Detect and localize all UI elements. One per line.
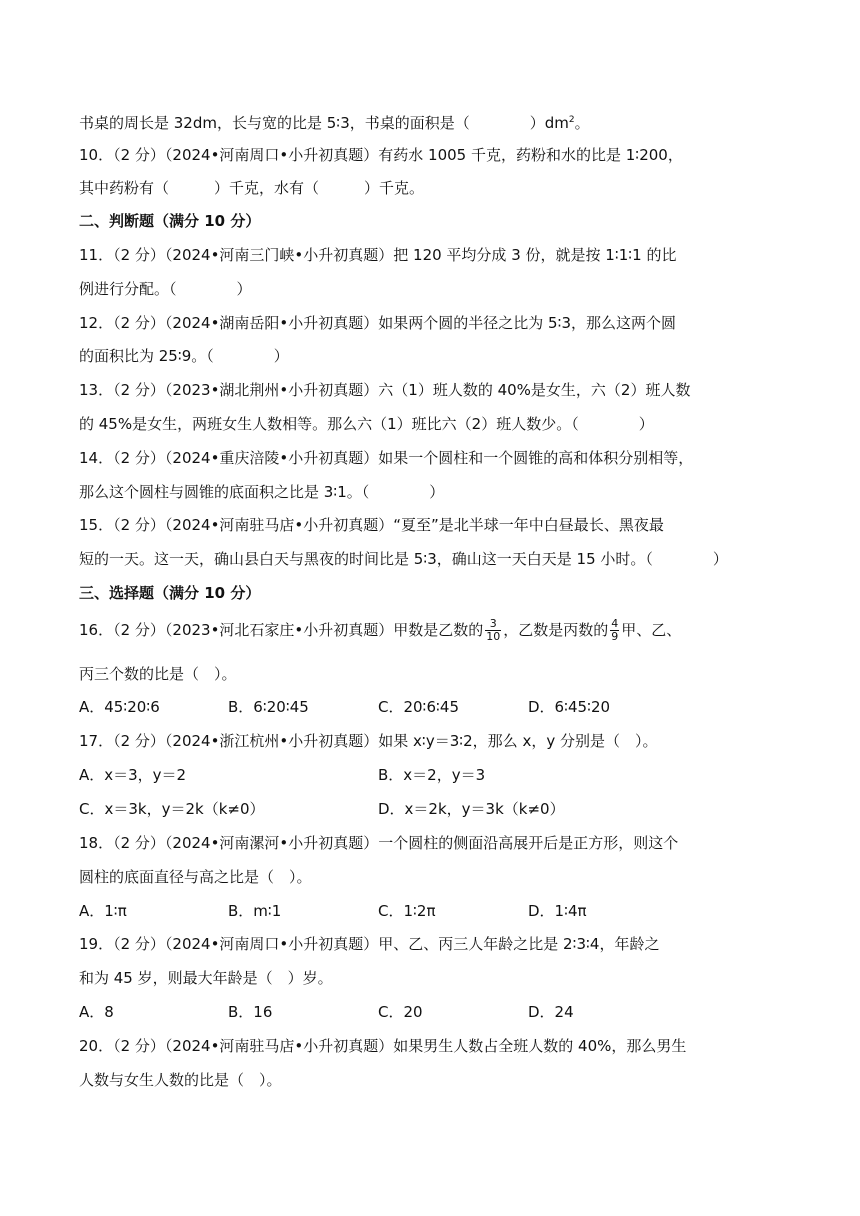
option-d[interactable]: D．x＝2k，y＝3k（k≠0）	[378, 800, 565, 818]
question-13: 13．（2 分）（2023•湖北荆州•小升初真题）六（1）班人数的 40%是女生，六（2）班人数	[79, 381, 691, 399]
question-14-line2: 那么这个圆柱与圆锥的底面积之比是 3∶1。（ ）	[79, 483, 445, 501]
numerator: 3	[485, 618, 501, 631]
question-text-mid: ，乙数是丙数的	[503, 621, 609, 639]
question-10-line2: 其中药粉有（ ）千克，水有（ ）千克。	[79, 179, 425, 197]
option-a[interactable]: A．8	[79, 1003, 114, 1021]
option-d[interactable]: D．6∶45∶20	[528, 698, 611, 716]
question-text: 16．（2 分）（2023•河北石家庄•小升初真题）甲数是乙数的	[79, 621, 484, 639]
question-20-line2: 人数与女生人数的比是（ ）。	[79, 1071, 282, 1089]
question-14: 14．（2 分）（2024•重庆涪陵•小升初真题）如果一个圆柱和一个圆锥的高和体积分别相等，	[79, 449, 694, 467]
question-15: 15．（2 分）（2024•河南驻马店•小升初真题）“夏至”是北半球一年中白昼最长、黑夜最	[79, 516, 664, 534]
question-12: 12．（2 分）（2024•湖南岳阳•小升初真题）如果两个圆的半径之比为 5∶3，那么这两个圆	[79, 314, 677, 332]
option-d[interactable]: D．1∶4π	[528, 902, 587, 920]
question-text-end: 甲、乙、	[621, 621, 682, 639]
numerator: 4	[611, 617, 619, 630]
question-16	[79, 618, 681, 643]
option-c[interactable]: C．20	[378, 1003, 423, 1021]
option-d[interactable]: D．24	[528, 1003, 574, 1021]
denominator: 10	[486, 630, 501, 643]
option-b[interactable]: B．6∶20∶45	[228, 698, 309, 716]
question-12-line2: 的面积比为 25∶9。（ ）	[79, 347, 289, 365]
option-c[interactable]: C．1∶2π	[378, 902, 436, 920]
question-9-continued	[79, 110, 590, 133]
question-20: 20．（2 分）（2024•河南驻马店•小升初真题）如果男生人数占全班人数的 40%，那么男生	[79, 1037, 687, 1055]
option-a[interactable]: A．45∶20∶6	[79, 698, 160, 716]
question-16-line2: 丙三个数的比是（ ）。	[79, 665, 237, 683]
option-b[interactable]: B．16	[228, 1003, 273, 1021]
option-c[interactable]: C．x＝3k，y＝2k（k≠0）	[79, 800, 265, 818]
question-17: 17．（2 分）（2024•浙江杭州•小升初真题）如果 x∶y＝3∶2，那么 x，y 分别是（ ）。	[79, 732, 658, 750]
section-heading-choice: 三、选择题（满分 10 分）	[79, 584, 261, 602]
option-a[interactable]: A．x＝3，y＝2	[79, 766, 187, 784]
fraction-3-10	[485, 618, 501, 643]
denominator: 9	[611, 630, 619, 643]
superscript: 2	[568, 115, 575, 125]
question-19-line2: 和为 45 岁，则最大年龄是（ ）岁。	[79, 969, 333, 987]
option-c[interactable]: C．20∶6∶45	[378, 698, 459, 716]
question-text: 书桌的周长是 32dm，长与宽的比是 5∶3，书桌的面积是（ ）dm	[79, 114, 569, 132]
section-heading-judgement: 二、判断题（满分 10 分）	[79, 212, 261, 230]
option-b[interactable]: B．x＝2，y＝3	[378, 766, 486, 784]
question-18-line2: 圆柱的底面直径与高之比是（ ）。	[79, 868, 312, 886]
question-text-end: 。	[574, 114, 590, 132]
question-10: 10．（2 分）（2024•河南周口•小升初真题）有药水 1005 千克，药粉和水的比是 1∶200，	[79, 146, 683, 164]
question-11-line2: 例进行分配。（ ）	[79, 280, 252, 298]
question-19: 19．（2 分）（2024•河南周口•小升初真题）甲、乙、丙三人年龄之比是 2∶3∶4，年龄之	[79, 935, 660, 953]
question-15-line2: 短的一天。这一天，确山县白天与黑夜的时间比是 5∶3，确山这一天白天是 15 小时。（ ）	[79, 550, 728, 568]
question-11: 11．（2 分）（2024•河南三门峡•小升初真题）把 120 平均分成 3 份，就是按 1∶1∶1 的比	[79, 246, 677, 264]
fraction-4-9	[610, 618, 619, 643]
question-13-line2: 的 45%是女生，两班女生人数相等。那么六（1）班比六（2）班人数少。（ ）	[79, 415, 654, 433]
option-b[interactable]: B．m∶1	[228, 902, 282, 920]
option-a[interactable]: A．1∶π	[79, 902, 127, 920]
question-18: 18．（2 分）（2024•河南漯河•小升初真题）一个圆柱的侧面沿高展开后是正方形，则这个	[79, 834, 679, 852]
